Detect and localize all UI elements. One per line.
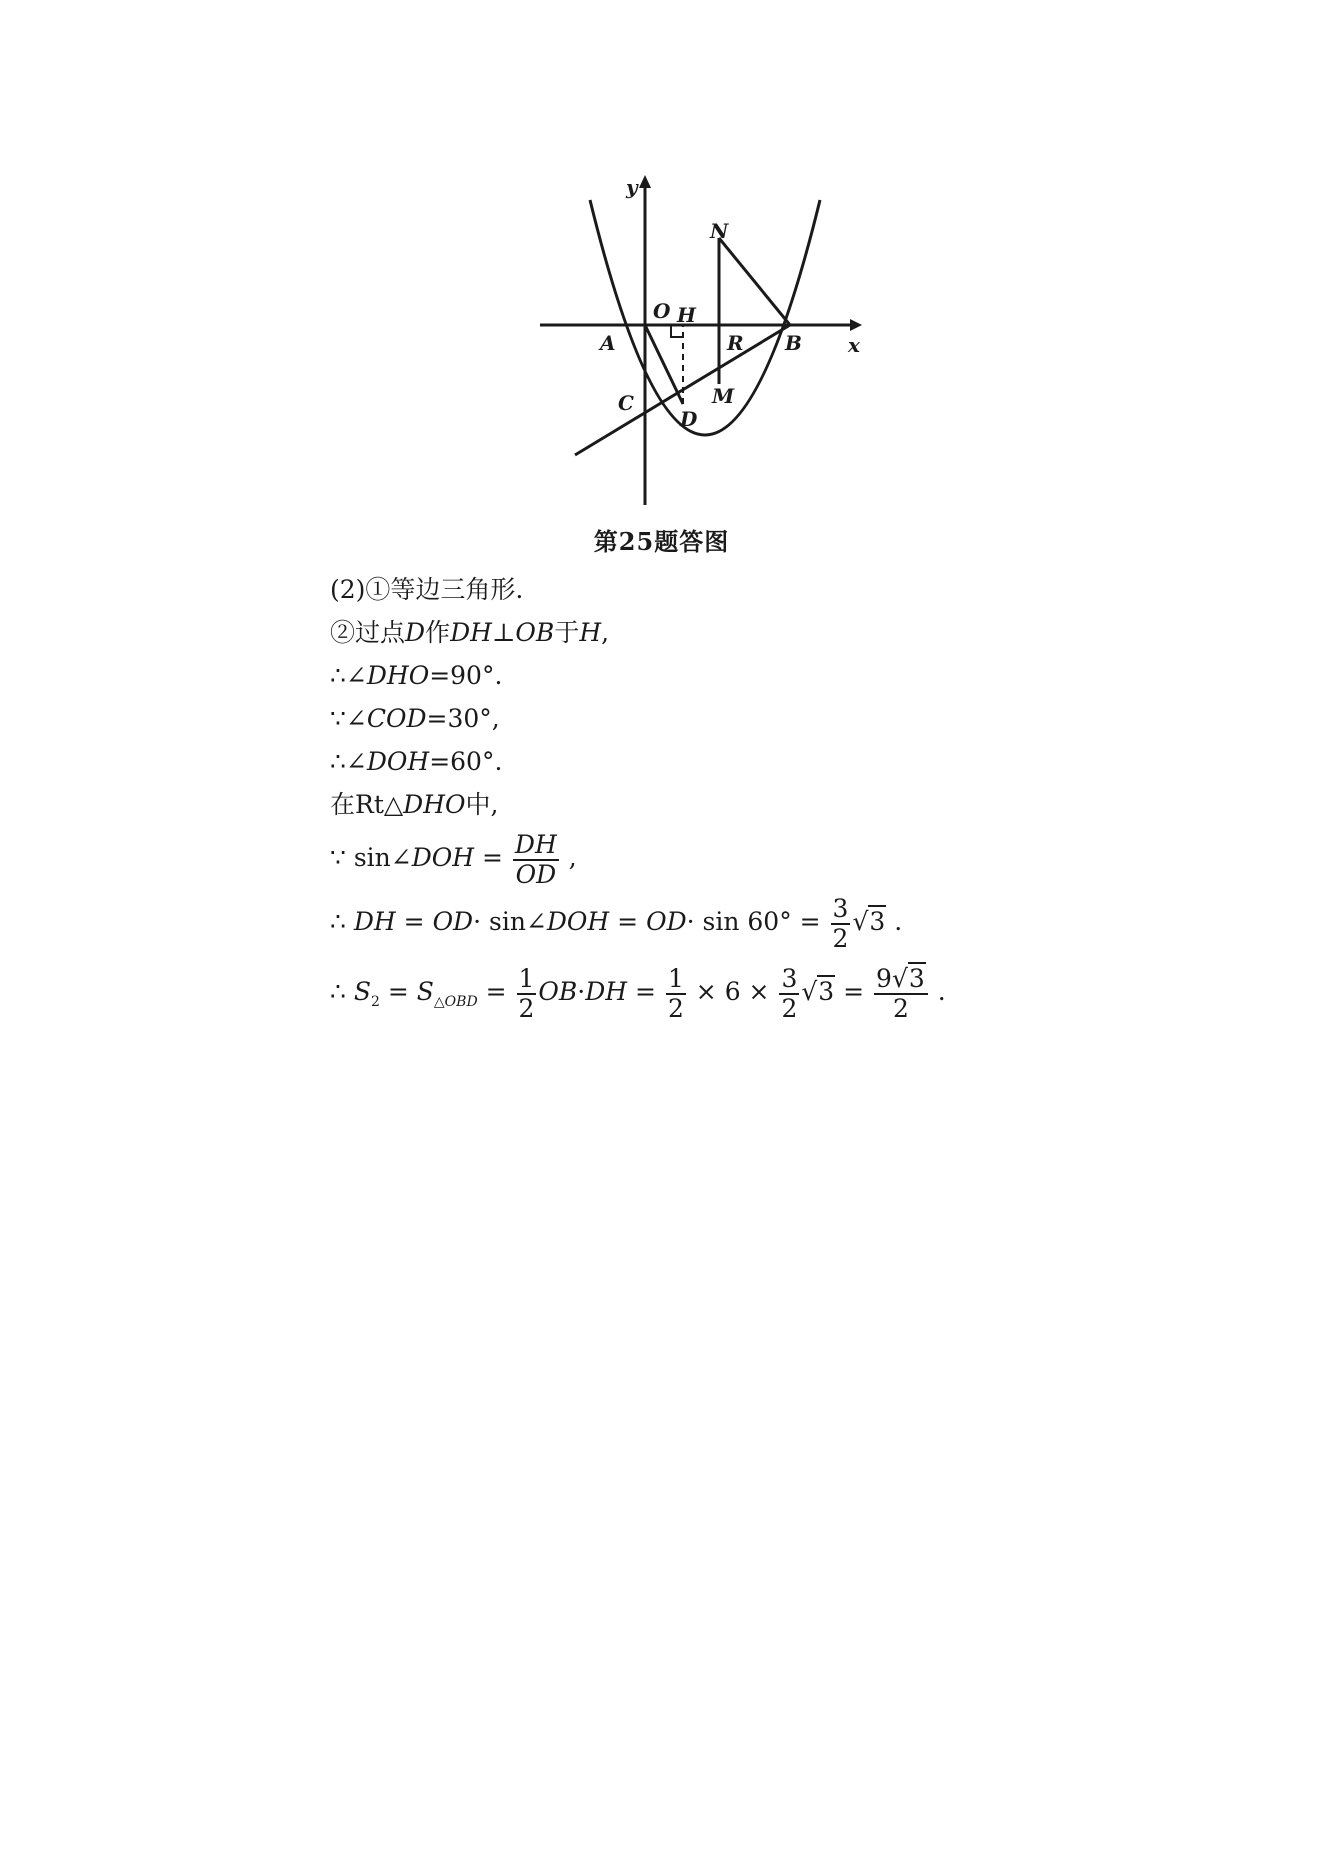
sqrt: √3 [801,977,835,1006]
math-var: DOH [546,907,610,936]
fraction [779,965,799,1022]
label-y: y [626,175,638,199]
label-c: C [618,391,634,415]
text: . [886,907,903,936]
segment-nb [719,238,790,325]
label-x: x [848,333,860,357]
solution-line-1 [330,568,1030,611]
numerator: DH [514,830,557,859]
label-r: R [727,331,744,355]
text: = [627,977,664,1006]
sqrt: √3 [852,907,886,936]
math-var: S [353,977,371,1006]
denominator: 2 [518,993,535,1023]
label-o: O [653,299,671,323]
radicand: 3 [869,907,886,936]
fraction [517,965,537,1022]
math-var: H [579,618,602,647]
x-axis-arrow [850,319,862,331]
subscript: △OBD [433,994,478,1010]
math-var: DH [585,977,628,1006]
sqrt: √3 [891,964,925,993]
denominator: 2 [832,923,849,953]
label-b: B [785,331,802,355]
text: = [835,977,873,1006]
solution-line-3 [330,654,1030,697]
math-var: OD [432,907,474,936]
denominator: 2 [667,993,684,1023]
text: = [609,907,647,936]
text: · sin∠ [473,907,547,936]
math-var: DHO [366,661,430,690]
text: ∴ [330,977,354,1006]
text: , [560,843,577,872]
denominator: 2 [892,993,909,1023]
numerator-coef: 9 [876,964,892,993]
label-h: H [677,303,696,327]
text: ∵∠ [330,704,367,733]
y-axis-arrow [639,175,651,188]
text: (2)①等边三角形. [330,575,524,604]
denominator: 2 [781,993,798,1023]
math-var: OD [646,907,687,936]
subscript: 2 [371,994,380,1010]
math-var: S [416,977,434,1006]
text: ②过点 [330,618,406,647]
solution-line-9 [330,954,1030,1030]
math-var: COD [366,704,427,733]
text: ∴∠ [330,661,367,690]
text: , [601,618,610,647]
label-d: D [680,407,698,431]
text: = [379,977,417,1006]
numerator: 1 [667,964,684,993]
text: . [929,977,946,1006]
numerator [874,965,928,995]
radicand: 3 [818,977,835,1006]
solution-line-7 [330,826,1030,890]
solution-line-8 [330,890,1030,954]
numerator: 3 [832,894,849,923]
denominator: OD [515,859,557,889]
numerator: 1 [518,964,535,993]
text: 于 [554,618,580,647]
math-var: D [405,618,426,647]
label-a: A [600,331,616,355]
text: ∵ sin∠ [330,843,412,872]
text: =90°. [429,661,503,690]
text: =60°. [429,747,503,776]
text: · [577,977,586,1006]
text: 作 [425,618,451,647]
text: 在Rt△ [330,790,404,819]
math-var: DH⊥OB [450,618,555,647]
math-var: OB [538,977,578,1006]
label-m: M [712,384,735,408]
fraction [874,965,928,1022]
text: · sin 60° = [686,907,829,936]
math-var: DOH [366,747,430,776]
math-var: DOH [411,843,475,872]
fraction [831,895,851,952]
text: = [477,977,515,1006]
fraction [666,965,686,1022]
text: ∴∠ [330,747,367,776]
numerator: 3 [781,964,798,993]
fraction [513,831,559,888]
label-n: N [710,219,729,243]
solution-text [330,568,1030,1030]
text: × 6 × [687,977,778,1006]
solution-line-2 [330,611,1030,654]
text: ∴ [330,907,354,936]
text: = [474,843,511,872]
text: 中, [465,790,499,819]
text: =30°, [426,704,500,733]
solution-line-5 [330,740,1030,783]
math-var: DHO [403,790,466,819]
radicand: 3 [908,964,925,993]
parabola-diagram [520,170,870,510]
solution-line-6 [330,783,1030,826]
math-var: DH [353,907,396,936]
figure-caption: 第25题答图 [593,527,730,556]
solution-line-4 [330,697,1030,740]
text: = [395,907,433,936]
